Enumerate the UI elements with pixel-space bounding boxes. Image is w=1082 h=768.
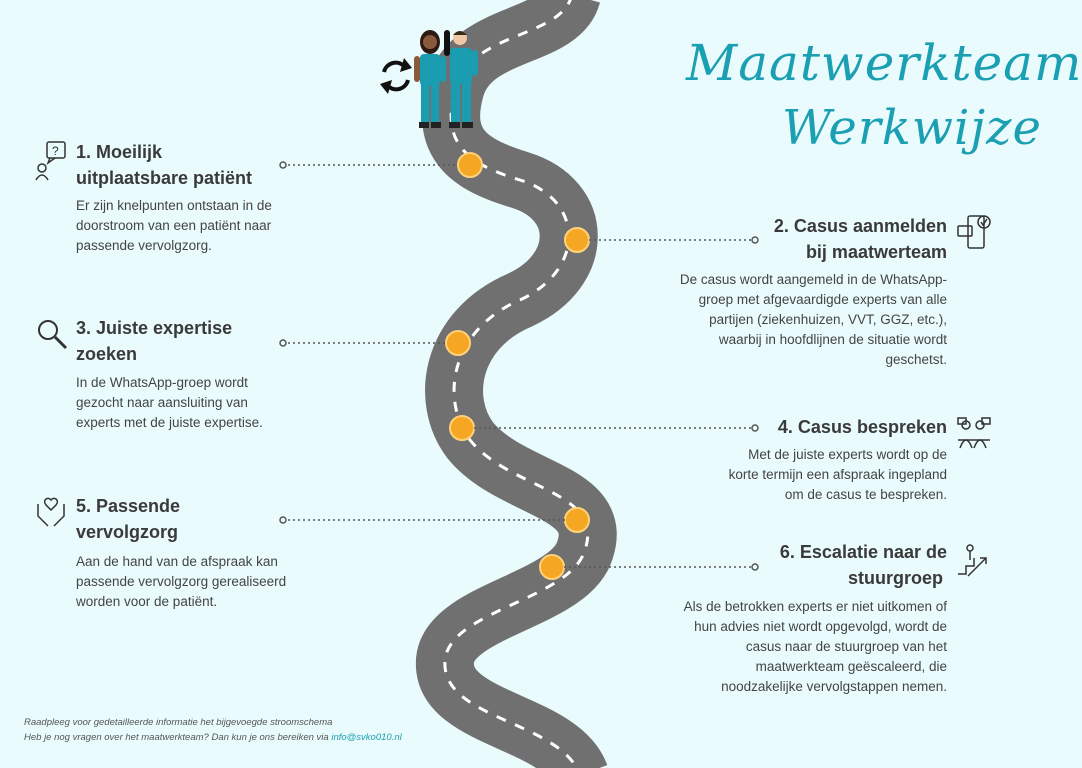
step-5-description: Aan de hand van de afspraak kan passende vervolgzorg gerealiseerd worden voor de patiënt. xyxy=(76,554,287,609)
step-5-title: 5. Passende vervolgzorg xyxy=(76,496,181,542)
step-6-description: Als de betrokken experts er niet uitkomen of hun advies niet wordt opgevolgd, wordt de casus naar de stuurgroep van het maatwerkteam geëscaleerd, die noodzakelijke vervolgstappen nemen. xyxy=(683,599,947,694)
marker-step-6 xyxy=(540,555,564,579)
marker-step-5 xyxy=(565,508,589,532)
footer-email-link[interactable]: info@svko010.nl xyxy=(331,732,402,743)
phone-message-icon xyxy=(958,216,990,248)
step-1-description: Er zijn knelpunten ontstaan in de doorstroom van een patiënt naar passende vervolgzorg. xyxy=(76,198,272,253)
step-3-description: In de WhatsApp-groep wordt gezocht naar aansluiting van experts met de juiste expertise. xyxy=(76,375,263,430)
caring-hands-icon xyxy=(38,498,64,526)
svg-text:?: ? xyxy=(52,144,59,158)
step-2-title: 2. Casus aanmelden bij maatwerteam xyxy=(773,216,947,262)
step-2-description: De casus wordt aangemeld in de WhatsApp- groep met afgevaardigde experts van alle partijen (ziekenhuizen, VVT, GGZ, etc.), waarbij in hoofdlijnen de situatie wordt geschetst. xyxy=(679,272,947,367)
refresh-arrows-icon xyxy=(380,58,412,94)
footer-line-1: Raadpleeg voor gedetailleerde informatie het bijgevoegde stroomschema xyxy=(24,717,333,728)
footer-question-text: Heb je nog vragen over het maatwerkteam? Dan kun je ons bereiken via xyxy=(24,732,329,743)
meeting-icon xyxy=(958,418,990,448)
marker-step-3 xyxy=(446,331,470,355)
footer-line-2 xyxy=(24,732,402,743)
step-4-description: Met de juiste experts wordt op de korte termijn een afspraak ingepland om de casus te bespreken. xyxy=(728,447,947,502)
title-line-1: Maatwerkteam xyxy=(686,34,1082,92)
question-person-icon xyxy=(36,142,65,180)
marker-step-1 xyxy=(458,153,482,177)
step-3-title: 3. Juiste expertise zoeken xyxy=(76,318,233,364)
escalation-stairs-icon xyxy=(958,545,986,576)
title-line-2: Werkwijze xyxy=(782,100,1042,156)
magnifier-icon xyxy=(39,321,66,348)
step-1-title: 1. Moeilijk uitplaatsbare patiënt xyxy=(76,142,253,188)
step-4-title: 4. Casus bespreken xyxy=(777,417,947,437)
marker-step-4 xyxy=(450,416,474,440)
step-6-title: 6. Escalatie naar de stuurgroep xyxy=(779,542,947,588)
marker-step-2 xyxy=(565,228,589,252)
